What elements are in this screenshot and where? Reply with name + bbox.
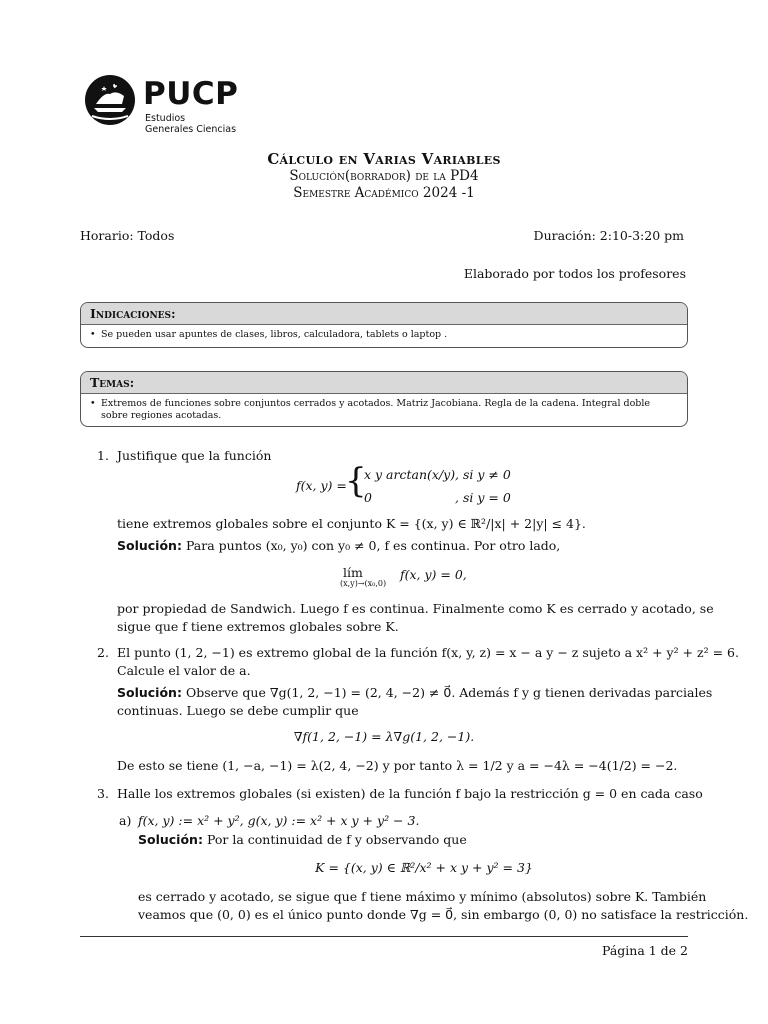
p1-solution-text: Para puntos (x₀, y₀) con y₀ ≠ 0, f es continua. Por otro lado,: [185, 538, 561, 553]
temas-title: Temas:: [81, 372, 687, 394]
horario-text: Horario: Todos: [80, 228, 175, 243]
p1-limit-subscript: (x,y)→(x₀,0): [340, 579, 387, 588]
piecewise-brace: {: [345, 461, 367, 501]
problem-3-number: 3.: [97, 786, 109, 801]
p1-conclusion-2: sigue que f tiene extremos globales sobre K.: [117, 619, 399, 634]
p1-conclusion-1: por propiedad de Sandwich. Luego f es continua. Finalmente como K es cerrado y acotado, se: [117, 601, 714, 616]
p2-conclusion: De esto se tiene (1, −a, −1) = λ(2, 4, −2) y por tanto λ = 1/2 y a = −4λ = −4(1/2) = −2.: [117, 758, 678, 773]
p2-solution-line: [117, 684, 712, 701]
p1-function-lhs: f(x, y) =: [296, 478, 347, 493]
temas-text: Extremos de funciones sobre conjuntos cerrados y acotados. Matriz Jacobiana. Regla de la cadena. Integral doble sobre regiones acotadas.: [101, 398, 651, 421]
problem-2-line2: Calcule el valor de a.: [117, 663, 251, 678]
problem-1-number: 1.: [97, 448, 109, 463]
p2-solution-text-2: continuas. Luego se debe cumplir que: [117, 703, 359, 718]
p3-conclusion-2: veamos que (0, 0) es el único punto donde ∇g = 0⃗, sin embargo (0, 0) no satisface la restricción.: [138, 907, 749, 922]
elaborado-text: Elaborado por todos los profesores: [463, 266, 686, 281]
bullet-icon: •: [90, 329, 96, 340]
bullet-icon: •: [90, 398, 96, 409]
p3-conclusion-1: es cerrado y acotado, se sigue que f tiene máximo y mínimo (absolutos) sobre K. También: [138, 889, 707, 904]
page-number: Página 1 de 2: [601, 943, 688, 958]
logo-subtitle: [145, 113, 236, 135]
p3-part-a-label: a): [119, 813, 132, 828]
course-title: Cálculo en Varias Variables: [267, 150, 501, 168]
temas-box: [80, 371, 688, 427]
p3-solution-text: Por la continuidad de f y observando que: [206, 832, 467, 847]
p2-solution-label: Solución:: [117, 685, 182, 700]
problem-1-statement: Justifique que la función: [117, 448, 272, 463]
p1-solution-label: Solución:: [117, 538, 182, 553]
semester-subtitle: Semestre Académico 2024 -1: [293, 185, 475, 201]
p1-after-text: tiene extremos globales sobre el conjunto K = {(x, y) ∈ ℝ²/|x| + 2|y| ≤ 4}.: [117, 516, 586, 531]
logo-sub-line2: Generales Ciencias: [145, 124, 237, 135]
p1-case2-expr: 0: [364, 490, 372, 505]
document-subtitle: Solución(borrador) de la PD4: [289, 168, 479, 184]
indicaciones-text: Se pueden usar apuntes de clases, libros, calculadora, tablets o laptop .: [101, 329, 448, 340]
p3-solution-line: [138, 831, 467, 848]
indicaciones-box: [80, 302, 688, 348]
p1-case2-cond: , si y = 0: [455, 490, 511, 505]
p1-limit-expr: f(x, y) = 0,: [400, 567, 467, 582]
p3-part-a-text: f(x, y) := x² + y², g(x, y) := x² + x y + y² − 3.: [138, 813, 420, 828]
logo-sub-line1: Estudios: [145, 113, 186, 124]
problem-2-number: 2.: [97, 645, 109, 660]
duracion-text: Duración: 2:10-3:20 pm: [533, 228, 684, 243]
p2-solution-text: Observe que ∇g(1, 2, −1) = (2, 4, −2) ≠ 0⃗. Además f y g tienen derivadas parciales: [185, 685, 713, 700]
footer-divider: [80, 936, 688, 937]
p3-solution-label: Solución:: [138, 832, 203, 847]
indicaciones-body: [81, 325, 687, 346]
problem-2-line1: El punto (1, 2, −1) es extremo global de la función f(x, y, z) = x − a y − z sujeto a x² + y² + z² = 6.: [117, 645, 739, 660]
p1-case1-expr: x y arctan(x/y): [364, 467, 456, 482]
problem-3-statement: Halle los extremos globales (si existen) de la función f bajo la restricción g = 0 en cada caso: [117, 786, 703, 801]
indicaciones-title: Indicaciones:: [81, 303, 687, 325]
pucp-logo-emblem: [84, 74, 136, 126]
pucp-wordmark: PUCP: [143, 76, 239, 112]
temas-body: [81, 394, 687, 427]
p1-limit-operator: lím: [343, 565, 363, 580]
p2-equation: ∇f(1, 2, −1) = λ∇g(1, 2, −1).: [293, 729, 475, 744]
p1-solution-line: [117, 537, 560, 554]
p1-case1-cond: , si y ≠ 0: [455, 467, 511, 482]
p3-equation: K = {(x, y) ∈ ℝ²/x² + x y + y² = 3}: [315, 860, 533, 875]
